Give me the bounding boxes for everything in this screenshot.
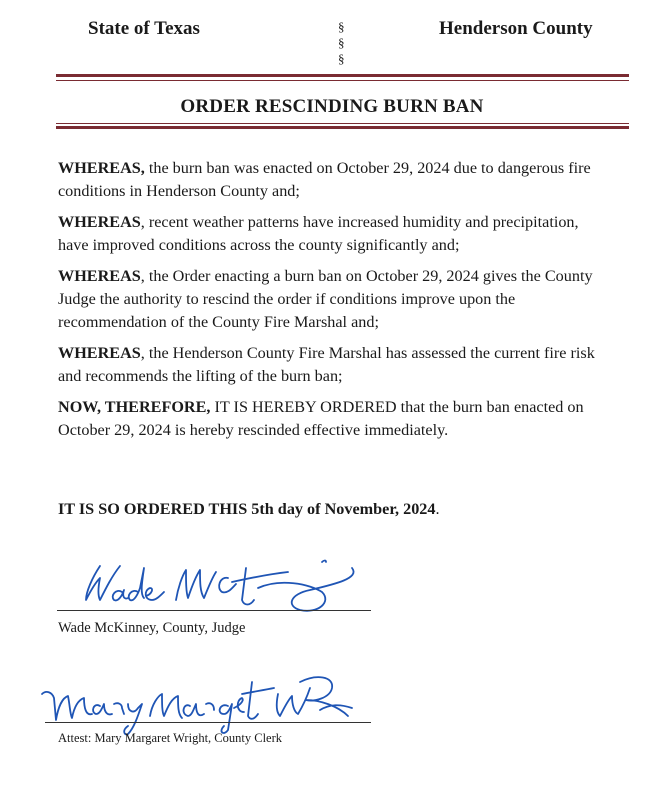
judge-signature-label: Wade McKinney, County, Judge: [58, 620, 246, 636]
bottom-rule-thin: [56, 123, 629, 124]
so-ordered-text: IT IS SO ORDERED THIS 5th day of November, 2024: [58, 500, 436, 518]
paragraph-line: Judge the authority to rescind the order if conditions improve upon the: [58, 290, 516, 308]
paragraph-line: October 29, 2024 is hereby rescinded effective immediately.: [58, 421, 449, 439]
judge-handwritten-signature: [60, 548, 370, 628]
section-mark: §: [338, 35, 345, 50]
top-rule-thick: [56, 74, 629, 77]
bottom-rule-thick: [56, 126, 629, 129]
paragraph-lead: NOW, THEREFORE,: [58, 398, 211, 416]
header-state: State of Texas: [88, 18, 200, 39]
ordered-paragraph: [58, 396, 626, 442]
whereas-paragraph-4: [58, 342, 626, 388]
top-rule-thin: [56, 80, 629, 81]
section-marks: [338, 19, 345, 67]
judge-signature-line: [57, 610, 371, 611]
paragraph-line: and recommends the lifting of the burn ban;: [58, 367, 343, 385]
whereas-paragraph-2: [58, 211, 626, 257]
whereas-paragraph-1: [58, 157, 626, 203]
document-title: ORDER RESCINDING BURN BAN: [180, 96, 484, 117]
paragraph-lead: WHEREAS: [58, 213, 141, 231]
paragraph-lead: WHEREAS,: [58, 159, 145, 177]
paragraph-line: IT IS HEREBY ORDERED that the burn ban enacted on: [210, 398, 584, 416]
paragraph-lead: WHEREAS: [58, 344, 141, 362]
paragraph-line: , recent weather patterns have increased humidity and precipitation,: [140, 213, 579, 231]
header-county: Henderson County: [439, 18, 593, 39]
whereas-paragraph-3: [58, 265, 626, 334]
section-mark: §: [338, 51, 345, 66]
paragraph-line: the burn ban was enacted on October 29, 2024 due to dangerous fire: [144, 159, 591, 177]
so-ordered-line: [58, 500, 440, 519]
paragraph-line: have improved conditions across the county significantly and;: [58, 236, 460, 254]
so-ordered-period: .: [435, 500, 440, 518]
paragraph-lead: WHEREAS: [58, 267, 141, 285]
section-mark: §: [338, 19, 345, 34]
paragraph-line: , the Henderson County Fire Marshal has assessed the current fire risk: [140, 344, 595, 362]
paragraph-line: , the Order enacting a burn ban on October 29, 2024 gives the County: [140, 267, 593, 285]
clerk-signature-line: [45, 722, 371, 723]
paragraph-line: conditions in Henderson County and;: [58, 182, 300, 200]
paragraph-line: recommendation of the County Fire Marshal and;: [58, 313, 379, 331]
clerk-signature-label: Attest: Mary Margaret Wright, County Clerk: [58, 731, 282, 745]
